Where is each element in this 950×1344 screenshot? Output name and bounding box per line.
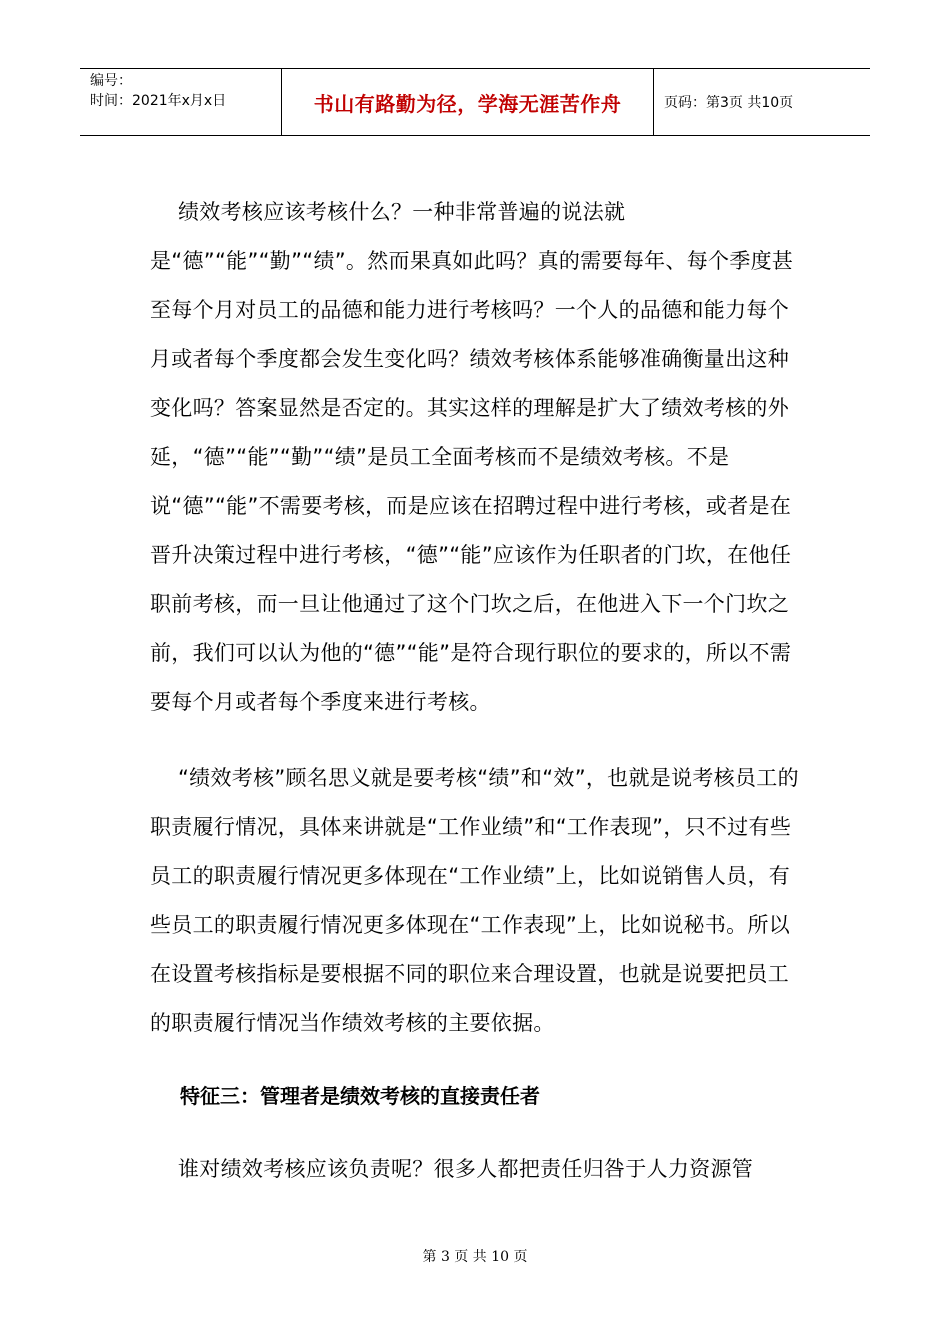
header-page-info — [654, 69, 870, 135]
header-motto-cell — [281, 69, 654, 135]
header-meta — [80, 69, 281, 135]
body-paragraph-2: “绩效考核”顾名思义就是要考核“绩”和“效”，也就是说考核员工的职责履行情况，具体来讲就是“工作业绩”和“工作表现”，只不过有些员工的职责履行情况更多体现在“工作业绩”上，比如说销售人员，有些员工的职责履行情况更多体现在“工作表现”上，比如说秘书。所以在设置考核指标是要根据不同的职位来合理设置，也就是说要把员工的职责履行情况当作绩效考核的主要依据。 — [150, 766, 799, 1035]
number-label: 编号： — [90, 73, 132, 89]
page-footer: 第 3 页 共 10 页 — [422, 1249, 528, 1265]
page-info-label: 页码：第3页 共10页 — [664, 95, 794, 111]
body-paragraph-3: 谁对绩效考核应该负责呢？很多人都把责任归咎于人力资源管 — [178, 1157, 754, 1181]
document-body — [150, 188, 810, 1194]
body-paragraph-1: 绩效考核应该考核什么？一种非常普遍的说法就是“德”“能”“勤”“绩”。然而果真如此吗？真的需要每年、每个季度甚至每个月对员工的品德和能力进行考核吗？一个人的品德和能力每个月或者每个季度都会发生变化吗？绩效考核体系能够准确衡量出这种变化吗？答案显然是否定的。其实这样的理解是扩大了绩效考核的外延，“德”“能”“勤”“绩”是员工全面考核而不是绩效考核。不是说“德”“能”不需要考核，而是应该在招聘过程中进行考核，或者是在晋升决策过程中进行考核，“德”“能”应该作为任职者的门坎，在他任职前考核，而一旦让他通过了这个门坎之后，在他进入下一个门坎之前，我们可以认为他的“德”“能”是符合现行职位的要求的，所以不需要每个月或者每个季度来进行考核。 — [150, 200, 794, 714]
document-header — [80, 68, 870, 136]
section-heading: 特征三：管理者是绩效考核的直接责任者 — [180, 1084, 540, 1108]
header-motto: 书山有路勤为径，学海无涯苦作舟 — [313, 91, 622, 116]
time-label: 时间：2021年x月x日 — [90, 93, 227, 109]
